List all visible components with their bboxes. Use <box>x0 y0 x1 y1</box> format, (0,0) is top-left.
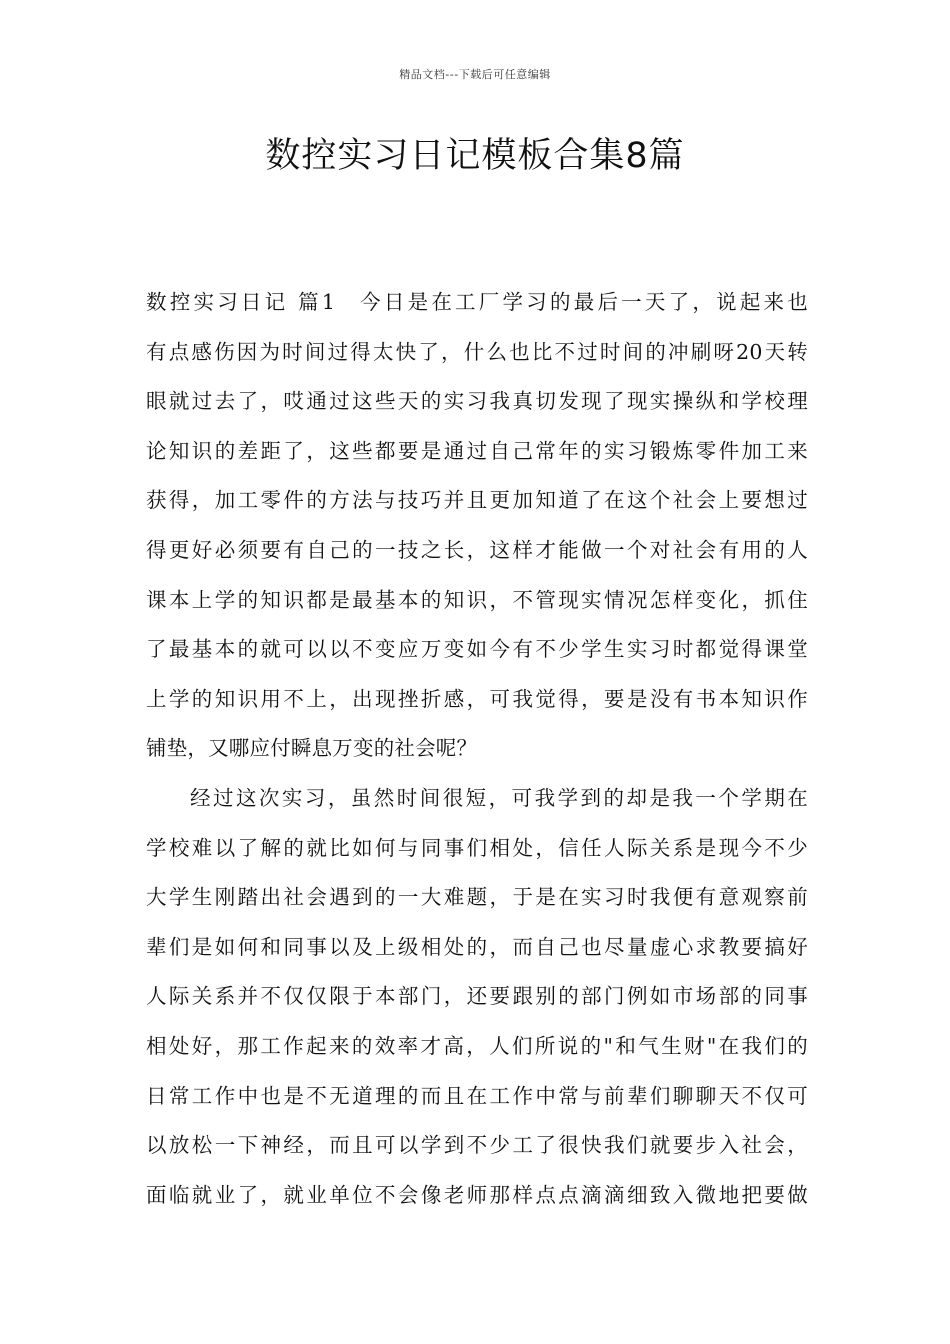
document-body <box>146 282 808 1224</box>
paragraph-line: 论知识的差距了，这些都要是通过自己常年的实习锻炼零件加工来 <box>146 438 808 463</box>
paragraph-line: 课本上学的知识都是最基本的知识，不管现实情况怎样变化，抓住 <box>146 587 808 612</box>
paragraph-line: 眼就过去了，哎通过这些天的实习我真切发现了现实操纵和学校理 <box>146 389 808 414</box>
paragraph-line <box>146 282 808 332</box>
paragraph-line: 大学生刚踏出社会遇到的一大难题，于是在实习时我便有意观察前 <box>146 885 808 910</box>
page-header: 精品文档---下载后可任意编辑 <box>399 68 551 81</box>
document-title: 数控实习日记模板合集8篇 <box>265 136 685 176</box>
paragraph-line: 日常工作中也是不无道理的而且在工作中常与前辈们聊聊天不仅可 <box>146 1083 808 1108</box>
paragraph-line: 人际关系并不仅仅限于本部门，还要跟别的部门例如市场部的同事 <box>146 984 808 1009</box>
paragraph-line: 经过这次实习，虽然时间很短，可我学到的却是我一个学期在 <box>190 785 808 810</box>
paragraph-line: 面临就业了，就业单位不会像老师那样点点滴滴细致入微地把要做 <box>146 1182 808 1207</box>
paragraph-line: 了最基本的就可以以不变应万变如今有不少学生实习时都觉得课堂 <box>146 637 808 662</box>
paragraph-line: 上学的知识用不上，出现挫折感，可我觉得，要是没有书本知识作 <box>146 686 808 711</box>
section-label: 数控实习日记 篇1 <box>146 290 336 314</box>
paragraph-line: 铺垫，又哪应付瞬息万变的社会呢？ <box>146 736 478 761</box>
paragraph-line: 学校难以了解的就比如何与同事们相处，信任人际关系是现今不少 <box>146 835 808 860</box>
paragraph-line: 以放松一下神经，而且可以学到不少工了很快我们就要步入社会， <box>146 1133 808 1158</box>
paragraph-line-text: 今日是在工厂学习的最后一天了，说起来也 <box>357 290 808 314</box>
paragraph-line: 辈们是如何和同事以及上级相处的，而自己也尽量虚心求教要搞好 <box>146 934 808 959</box>
paragraph-line: 获得，加工零件的方法与技巧并且更加知道了在这个社会上要想过 <box>146 488 808 513</box>
paragraph-line: 有点感伤因为时间过得太快了，什么也比不过时间的冲刷呀20天转 <box>146 339 808 364</box>
paragraph-line: 相处好，那工作起来的效率才高，人们所说的"和气生财"在我们的 <box>146 1033 808 1058</box>
paragraph-line: 得更好必须要有自己的一技之长，这样才能做一个对社会有用的人 <box>146 537 808 562</box>
